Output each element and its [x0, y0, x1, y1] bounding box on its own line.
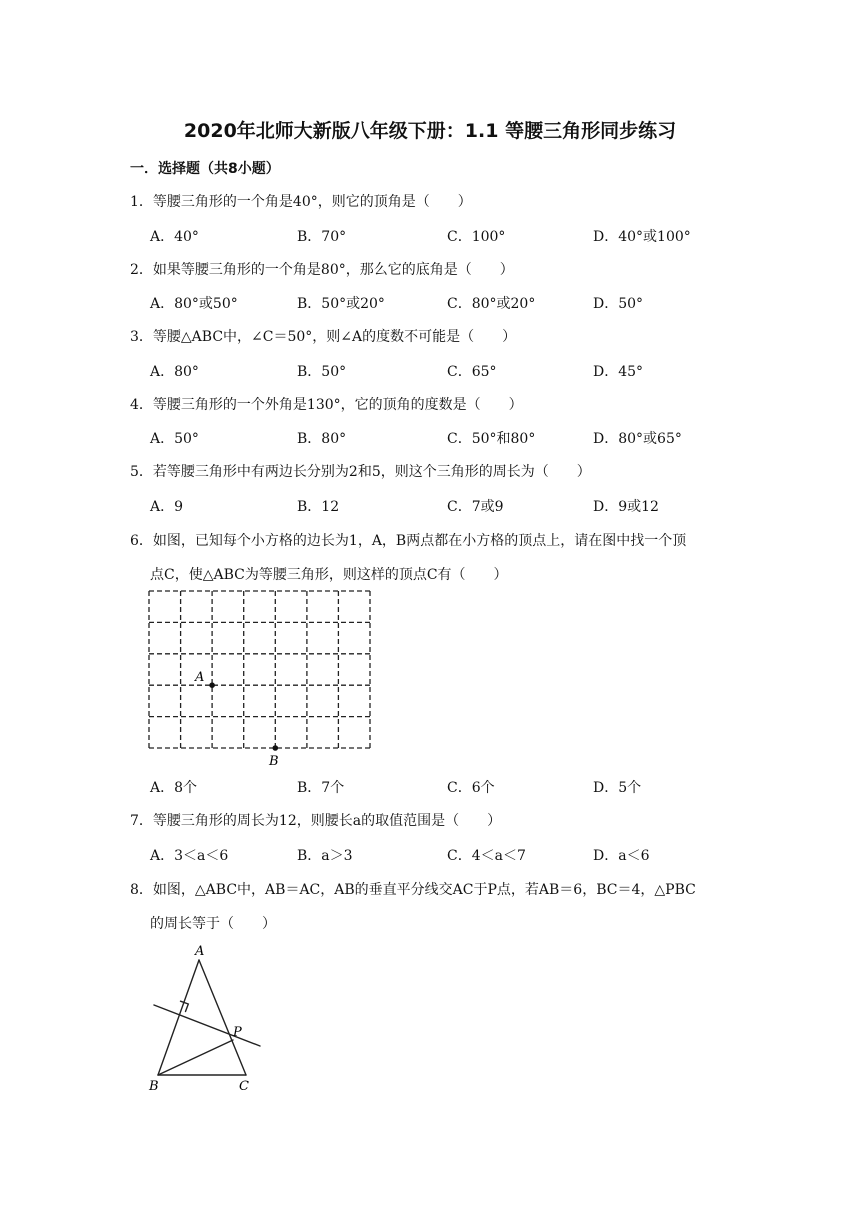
triangle-figure: [140, 938, 270, 1098]
q3-option-d: D．45°: [593, 364, 644, 380]
label-b: B: [149, 1079, 159, 1094]
q7-option-c: C．4＜a＜7: [447, 848, 526, 864]
q2-option-d: D．50°: [593, 296, 644, 312]
question-8: 8．如图，△ABC中，AB＝AC，AB的垂直平分线交AC于P点，若AB＝6，BC＝4，△PBC: [130, 882, 696, 898]
q5-option-b: B．12: [297, 499, 340, 515]
q4-option-c: C．50°和80°: [447, 431, 536, 447]
question-8-line-2: 的周长等于（ ）: [150, 916, 276, 932]
point-b-dot: [273, 745, 279, 751]
question-6: 6．如图，已知每个小方格的边长为1，A，B两点都在小方格的顶点上，请在图中找一个顶: [130, 533, 687, 549]
dashed-grid: [149, 591, 370, 748]
q2-option-a: A．80°或50°: [150, 296, 238, 312]
q2-option-b: B．50°或20°: [297, 296, 385, 312]
q1-option-b: B．70°: [297, 229, 347, 245]
point-a-label: A: [195, 670, 205, 685]
q4-option-b: B．80°: [297, 431, 347, 447]
q2-option-c: C．80°或20°: [447, 296, 536, 312]
grid-figure: [140, 585, 380, 770]
q6-option-a: A．8个: [150, 780, 198, 796]
point-b-label: B: [269, 754, 279, 769]
question-1: 1．等腰三角形的一个角是40°，则它的顶角是（ ）: [130, 194, 472, 210]
q6-option-d: D．5个: [593, 780, 642, 796]
q5-option-d: D．9或12: [593, 499, 659, 515]
point-a-dot: [209, 682, 215, 688]
question-3: 3．等腰△ABC中，∠C＝50°，则∠A的度数不可能是（ ）: [130, 329, 517, 345]
q3-option-b: B．50°: [297, 364, 347, 380]
q7-option-a: A．3＜a＜6: [150, 848, 229, 864]
q1-option-c: C．100°: [447, 229, 506, 245]
q5-option-c: C．7或9: [447, 499, 504, 515]
q7-option-b: B．a＞3: [297, 848, 353, 864]
q6-option-c: C．6个: [447, 780, 495, 796]
question-5: 5．若等腰三角形中有两边长分别为2和5，则这个三角形的周长为（ ）: [130, 464, 591, 480]
page-title: 2020年北师大新版八年级下册：1.1 等腰三角形同步练习: [183, 120, 677, 142]
q1-option-d: D．40°或100°: [593, 229, 691, 245]
q7-option-d: D．a＜6: [593, 848, 650, 864]
q4-option-a: A．50°: [150, 431, 199, 447]
question-7: 7．等腰三角形的周长为12，则腰长a的取值范围是（ ）: [130, 813, 502, 829]
q6-option-b: B．7个: [297, 780, 345, 796]
q1-option-a: A．40°: [150, 229, 199, 245]
q5-option-a: A．9: [150, 499, 184, 515]
question-6-line-2: 点C，使△ABC为等腰三角形，则这样的顶点C有（ ）: [150, 567, 508, 583]
section-heading: 一．选择题（共8小题）: [130, 161, 280, 177]
question-4: 4．等腰三角形的一个外角是130°，它的顶角的度数是（ ）: [130, 397, 523, 413]
side-ac: [199, 960, 246, 1075]
label-a: A: [195, 944, 205, 959]
q3-option-a: A．80°: [150, 364, 199, 380]
side-ab: [158, 960, 199, 1075]
q4-option-d: D．80°或65°: [593, 431, 682, 447]
label-c: C: [239, 1079, 249, 1094]
label-p: P: [233, 1025, 242, 1040]
q3-option-c: C．65°: [447, 364, 497, 380]
question-2: 2．如果等腰三角形的一个角是80°，那么它的底角是（ ）: [130, 262, 514, 278]
